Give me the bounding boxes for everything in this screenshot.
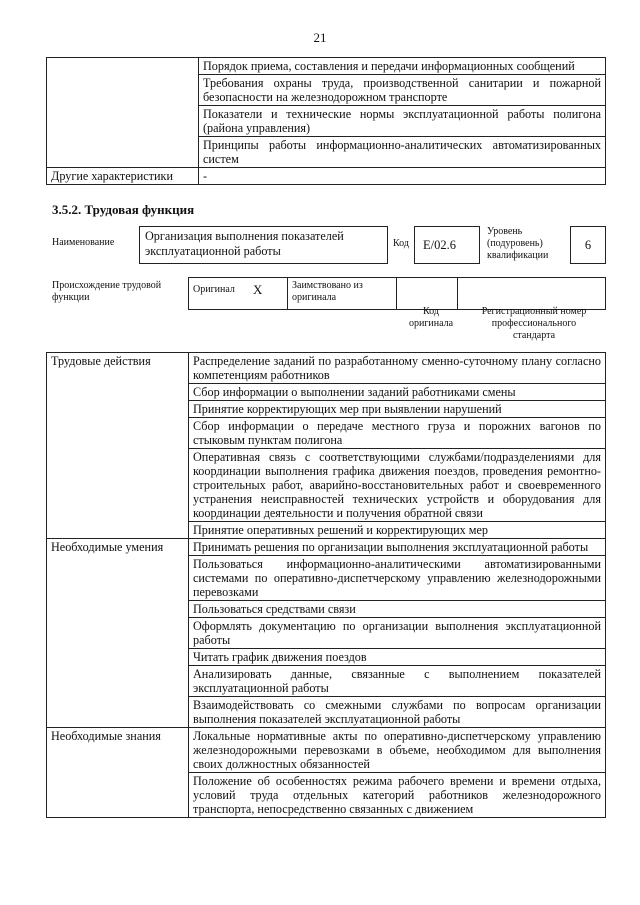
table-cell: Читать график движения поездов — [189, 649, 606, 666]
table-cell: Оформлять документацию по организации выполнения эксплуатационной работы — [189, 618, 606, 649]
qualification-level-value: 6 — [570, 226, 606, 264]
table-row — [47, 58, 606, 75]
table-cell: Анализировать данные, связанные с выполнением показателей эксплуатационной работы — [189, 666, 606, 697]
table-row — [47, 168, 606, 185]
table-cell: Принятие оперативных решений и корректирующих мер — [189, 522, 606, 539]
function-name-value: Организация выполнения показателей эксплуатационной работы — [139, 226, 388, 264]
qualification-level-label: Уровень (подуровень) квалификации — [487, 226, 549, 261]
origin-registration-caption: Регистрационный номер профессионального стандарта — [481, 306, 587, 341]
table-row — [47, 539, 606, 556]
table-cell: Принципы работы информационно-аналитических автоматизированных систем — [199, 137, 606, 168]
table-cell: Принимать решения по организации выполнения эксплуатационной работы — [189, 539, 606, 556]
table-cell: Сбор информации о выполнении заданий работниками смены — [189, 384, 606, 401]
origin-registration-cell — [458, 278, 606, 310]
knowledge-label: Необходимые знания — [47, 728, 189, 818]
other-characteristics-value: - — [199, 168, 606, 185]
actions-label: Трудовые действия — [47, 353, 189, 539]
section-heading: 3.5.2. Трудовая функция — [52, 202, 195, 217]
table-cell: Требования охраны труда, производственной санитарии и пожарной безопасности на железнодорожном транспорте — [199, 75, 606, 106]
table-cell: Показатели и технические нормы эксплуатационной работы полигона (района управления) — [199, 106, 606, 137]
origin-original-label: Оригинал — [189, 278, 250, 310]
table-cell: Локальные нормативные акты по оперативно-диспетчерскому управлению железнодорожными перевозками в объеме, необходимом для выполнения своих должностных обязанностей — [189, 728, 606, 773]
origin-mark: X — [249, 278, 288, 310]
table-cell: Сбор информации о передаче местного груза и порожних вагонов по стыковым пунктам полигона — [189, 418, 606, 449]
page-number: 21 — [313, 30, 327, 45]
origin-code-caption: Код оригинала — [408, 306, 454, 329]
table-cell: Распределение заданий по разработанному сменно-суточному плану согласно компетенциям работников — [189, 353, 606, 384]
function-name-label: Наименование — [52, 237, 115, 248]
empty-label-cell — [47, 58, 199, 168]
table-row — [47, 728, 606, 773]
function-code-label: Код — [393, 238, 409, 249]
origin-borrowed-label: Заимствовано из оригинала — [288, 278, 397, 310]
table-row — [47, 353, 606, 384]
function-code-value: E/02.6 — [414, 226, 480, 264]
function-details-table — [46, 352, 606, 818]
table-cell: Взаимодействовать со смежными службами по вопросам организации выполнения показателей эксплуатационной работы — [189, 697, 606, 728]
table-cell: Принятие корректирующих мер при выявлении нарушений — [189, 401, 606, 418]
origin-label: Происхождение трудовой функции — [52, 280, 162, 303]
table-cell: Пользоваться средствами связи — [189, 601, 606, 618]
skills-label: Необходимые умения — [47, 539, 189, 728]
table-cell: Порядок приема, составления и передачи информационных сообщений — [199, 58, 606, 75]
other-characteristics-label: Другие характеристики — [47, 168, 199, 185]
table-row — [189, 278, 606, 310]
table-cell: Оперативная связь с соответствующими службами/подразделениями для координации выполнения графика движения поездов, проведения ремонтно-строительных работ, аварийно-восстановительных работ и своевременного устранения неисправностей технических устройств и оборудования для координации деятельности и получения обратной связи — [189, 449, 606, 522]
knowledge-continuation-table — [46, 57, 606, 185]
table-cell: Пользоваться информационно-аналитическими автоматизированными системами по оперативно-диспетчерскому управлению железнодорожными перевозками — [189, 556, 606, 601]
origin-code-cell — [397, 278, 458, 310]
table-cell: Положение об особенностях режима рабочего времени и времени отдыха, условий труда отдельных категорий работников железнодорожного транспорта, непосредственно связанных с движением — [189, 773, 606, 818]
